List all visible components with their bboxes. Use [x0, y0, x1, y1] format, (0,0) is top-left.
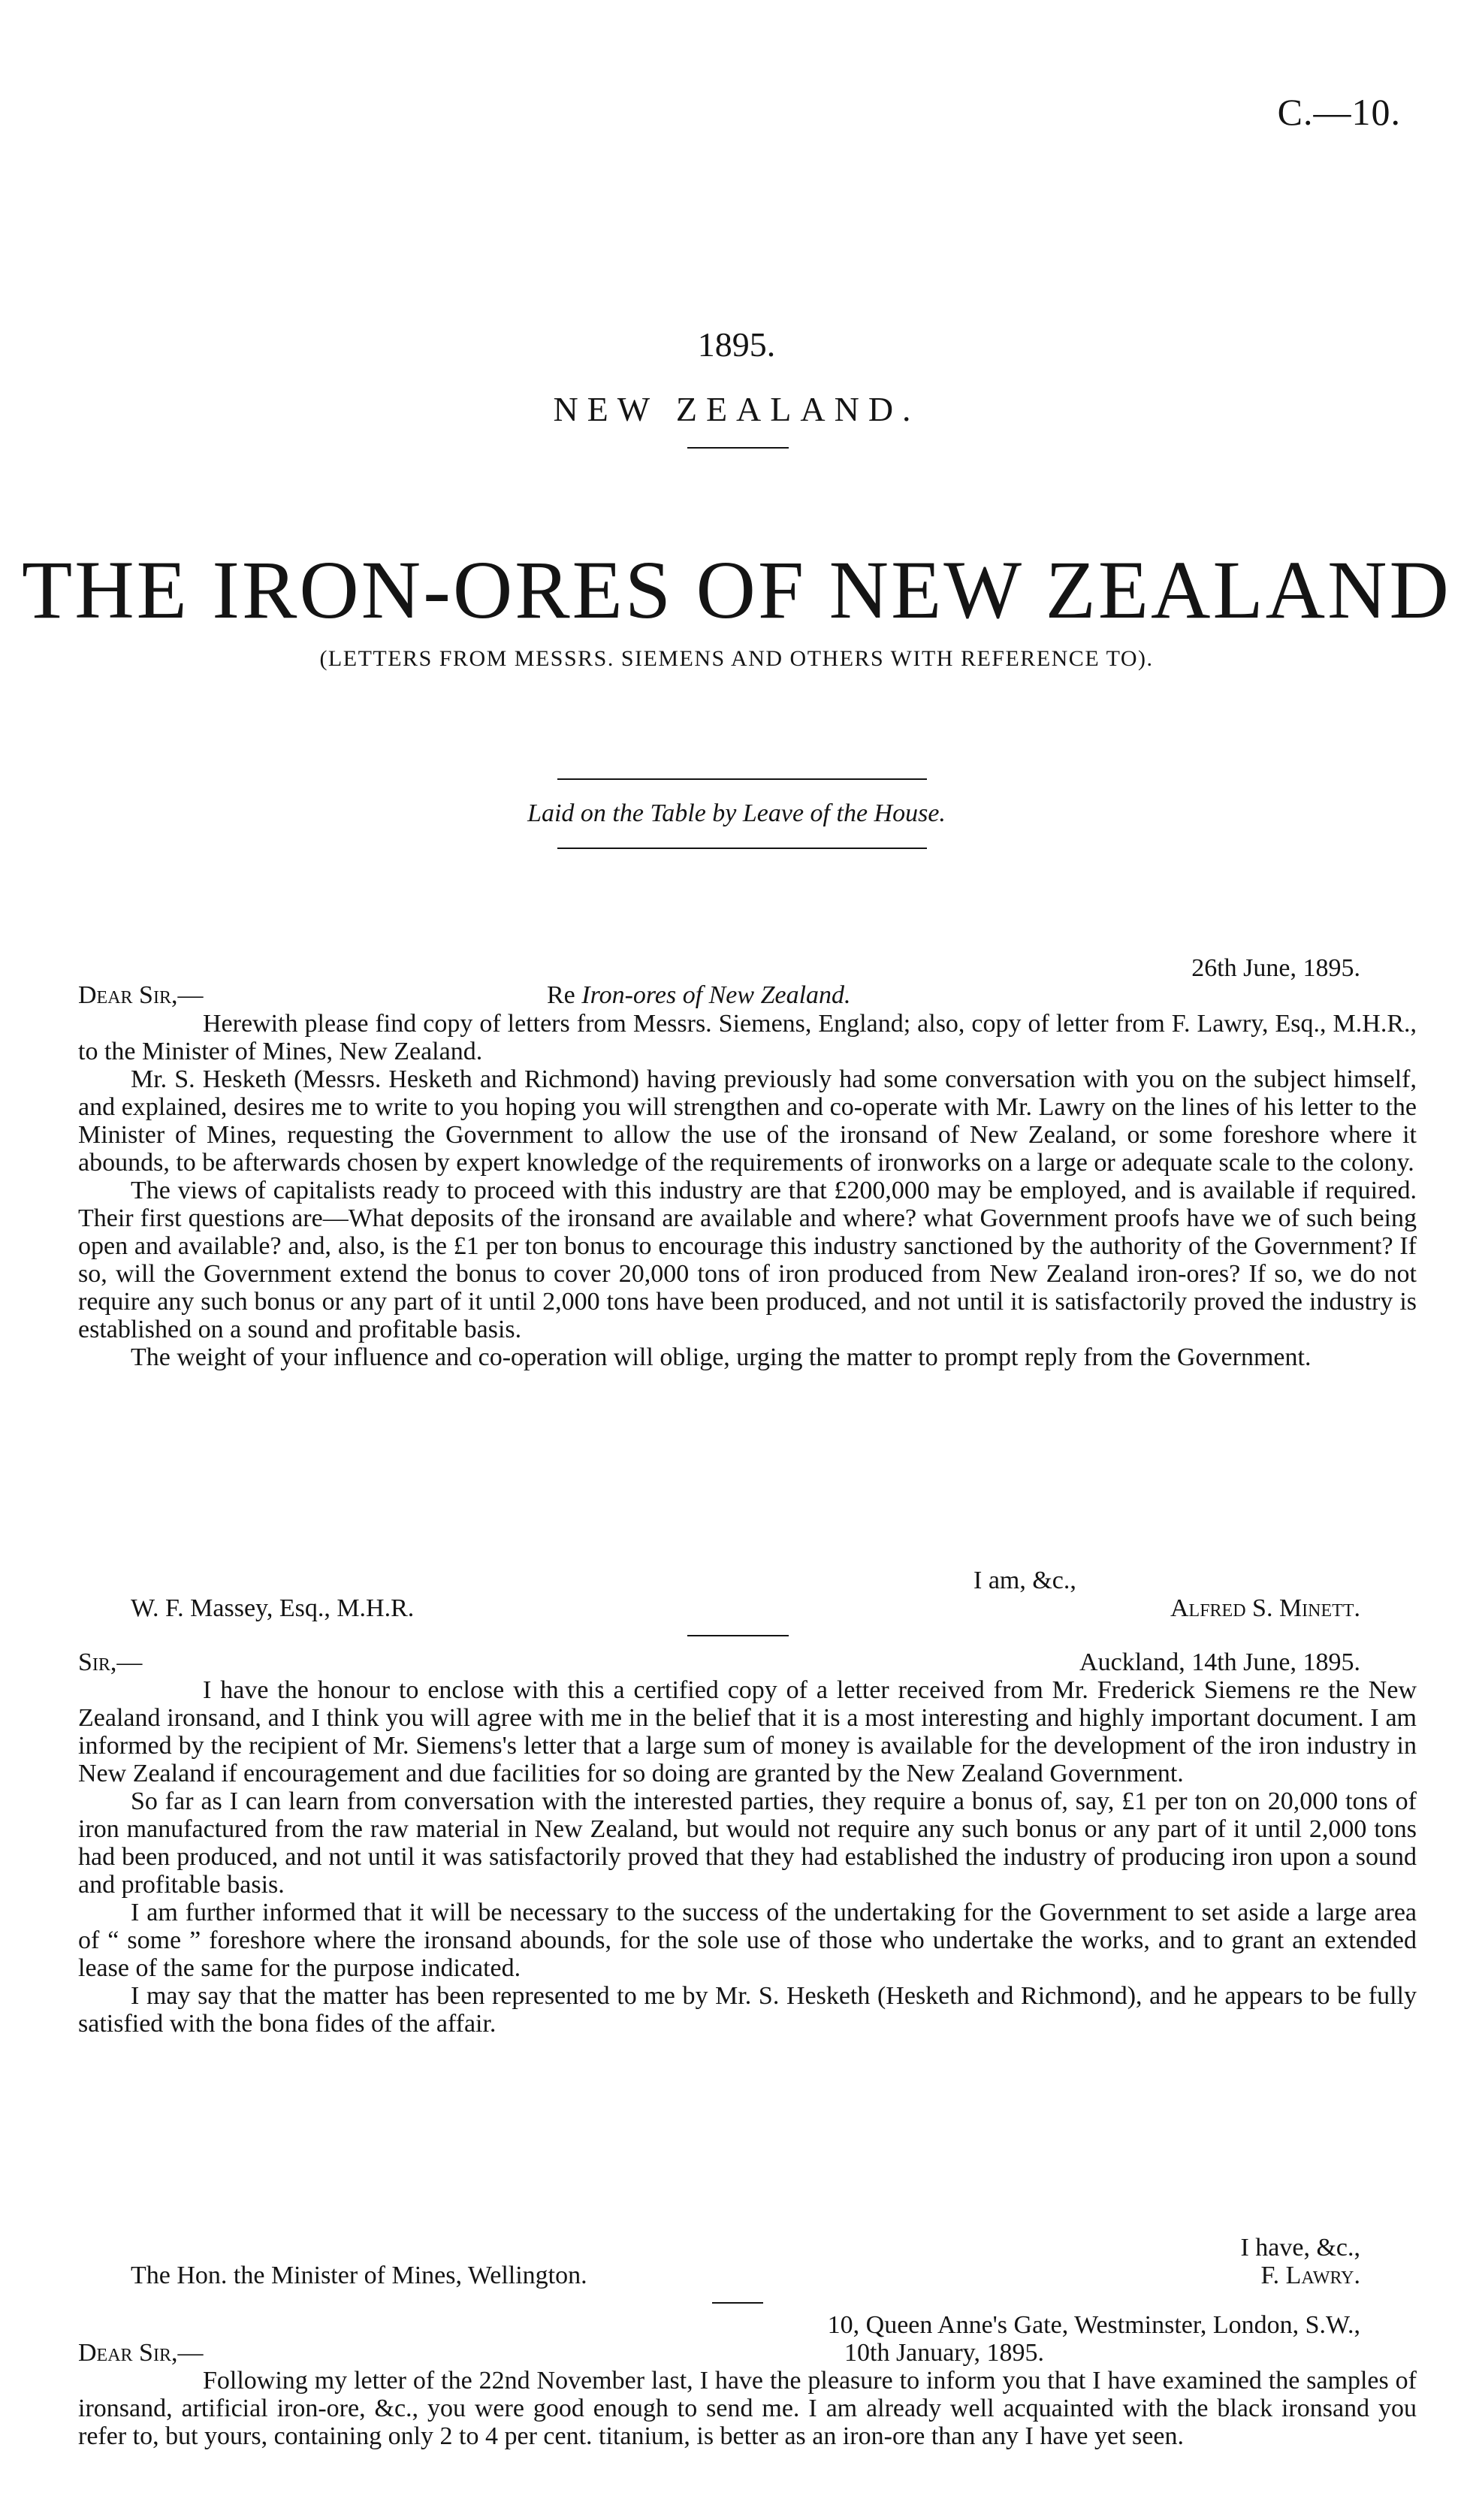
laid-on-table-note: Laid on the Table by Leave of the House. — [527, 799, 946, 827]
divider-rule — [557, 848, 927, 849]
letter3-salutation: Dear Sir,— — [78, 2339, 204, 2367]
letter3-paragraph: Following my letter of the 22nd November last, I have the pleasure to inform you that I have examined the samples of ironsand, artificial iron-ore, &c., you were good enough to send me. I am already well acquainted with the black ironsand you refer to, but yours, containing only 2 to 4 per cent. titanium, is better as an iron-ore than any I have yet seen. — [78, 2367, 1417, 2450]
letter1-paragraph: The views of capitalists ready to proceed with this industry are that £200,000 may be employed, and is available if required. Their first questions are—What deposits of the ironsand are available and where? what Government proofs have we of such being open and available? and, also, is the £1 per ton bonus to encourage this industry sanctioned by the authority of the Government? If so, will the Government extend the bonus to cover 20,000 tons of iron produced from New Zealand iron-ores? If so, we do not require any such bonus or any part of it until 2,000 tons have been produced, and not until it is satisfactorily proved the industry is established on a sound and profitable basis. — [78, 1177, 1417, 1343]
letter1-salutation: Dear Sir,— — [78, 981, 204, 1009]
divider-rule — [557, 778, 927, 780]
letter2-paragraph: I have the honour to enclose with this a certified copy of a letter received from Mr. Frederick Siemens re the New Zealand ironsand, and I think you will agree with me in the belief that it is a most interesting and highly important document. I am informed by the recipient of Mr. Siemens's letter that a large sum of money is available for the development of the iron industry in New Zealand if encouragement and due facilities for so doing are granted by the New Zealand Government. — [78, 1676, 1417, 1787]
letter1-addressee: W. F. Massey, Esq., M.H.R. — [131, 1594, 415, 1622]
letter1-paragraph: Herewith please find copy of letters from Messrs. Siemens, England; also, copy of letter from F. Lawry, Esq., M.H.R., to the Minister of Mines, New Zealand. — [78, 1010, 1417, 1065]
letter3-address: 10, Queen Anne's Gate, Westminster, London, S.W., — [827, 2311, 1360, 2339]
letter1-date: 26th June, 1895. — [1191, 954, 1360, 982]
divider-rule — [687, 447, 789, 449]
paper-reference: C.—10. — [1277, 91, 1401, 133]
letter2-paragraph: I may say that the matter has been represented to me by Mr. S. Hesketh (Hesketh and Richmond), and he appears to be fully satisfied with the bona fides of the affair. — [78, 1982, 1417, 2038]
letter2-body — [78, 1676, 1417, 2038]
letter1-signature: Alfred S. Minett. — [1170, 1594, 1360, 1622]
letter1-paragraph: The weight of your influence and co-operation will oblige, urging the matter to prompt reply from the Government. — [131, 1343, 1312, 1371]
document-title: THE IRON-ORES OF NEW ZEALAND — [22, 544, 1451, 636]
letter2-salutation: Sir,— — [78, 1648, 143, 1676]
letter1-paragraph: Mr. S. Hesketh (Messrs. Hesketh and Richmond) having previously had some conversation with you on the subject himself, and explained, desires me to write to you hoping you will strengthen and co-operate with Mr. Lawry on the lines of his letter to the Minister of Mines, requesting the Government to allow the use of the ironsand of New Zealand, or some foreshore where it abounds, to be afterwards chosen by expert knowledge of the requirements of ironworks on a large or adequate scale to the colony. — [78, 1065, 1417, 1177]
letter2-signature: F. Lawry. — [1260, 2262, 1360, 2289]
letter3-body — [78, 2367, 1417, 2450]
divider-rule — [687, 1635, 789, 1636]
letter2-place-date: Auckland, 14th June, 1895. — [1079, 1648, 1360, 1676]
country-heading: NEW ZEALAND. — [553, 390, 920, 428]
re-subject: Iron-ores of New Zealand. — [581, 981, 851, 1009]
letter2-addressee: The Hon. the Minister of Mines, Wellington. — [131, 2262, 587, 2289]
document-subtitle: (LETTERS FROM MESSRS. SIEMENS AND OTHERS WITH REFERENCE TO). — [319, 646, 1154, 671]
letter1-re-line — [547, 981, 851, 1010]
letter2-paragraph: I am further informed that it will be necessary to the success of the undertaking for the Government to set aside a large area of “ some ” foreshore where the ironsand abounds, for the sole use of those who undertake the works, and to grant an extended lease of the same for the purpose indicated. — [78, 1899, 1417, 1982]
letter1-closing: I am, &c., — [973, 1567, 1076, 1594]
letter2-paragraph: So far as I can learn from conversation with the interested parties, they require a bonus of, say, £1 per ton on 20,000 tons of iron manufactured from the raw material in New Zealand, but would not require any such bonus or any part of it until 2,000 tons had been produced, and not until it was satisfactorily proved that they had established the industry of producing iron upon a sound and profitable basis. — [78, 1787, 1417, 1899]
letter2-closing: I have, &c., — [1240, 2234, 1360, 2262]
letter1-body — [78, 1010, 1417, 1371]
divider-rule — [712, 2302, 763, 2304]
re-prefix: Re — [547, 981, 582, 1009]
letter3-date: 10th January, 1895. — [844, 2339, 1044, 2367]
year-heading: 1895. — [697, 325, 776, 364]
